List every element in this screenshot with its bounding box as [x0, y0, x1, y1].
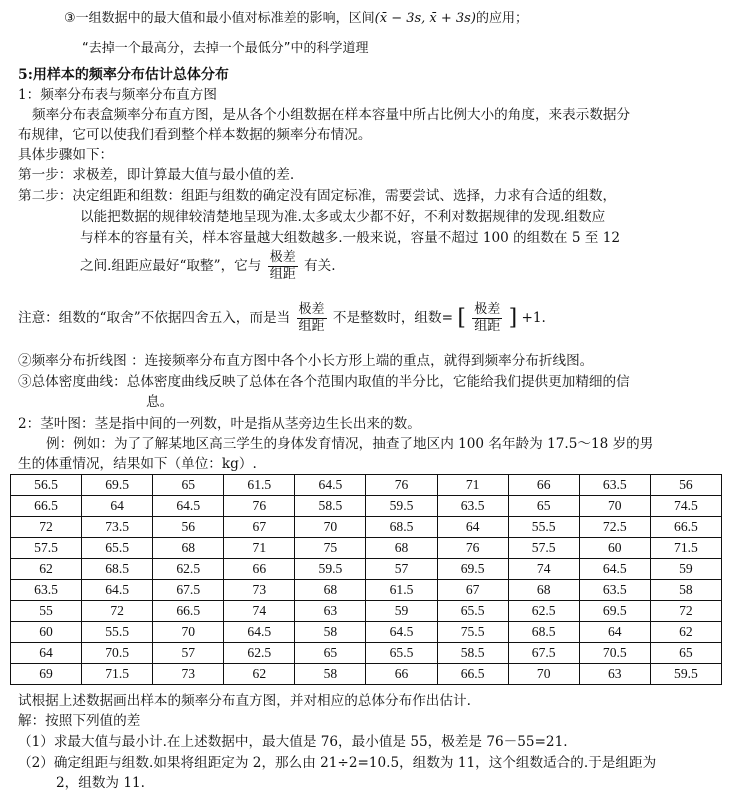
table-cell: 65.5 — [366, 643, 437, 664]
step-2-line-2 — [80, 208, 605, 226]
table-cell: 65.5 — [82, 538, 153, 559]
table-cell: 58.5 — [437, 643, 508, 664]
table-cell: 66 — [508, 475, 579, 496]
table-cell: 64 — [437, 517, 508, 538]
fraction-numerator: 极差 — [269, 250, 296, 265]
table-row — [11, 559, 722, 580]
table-cell: 74.5 — [650, 496, 721, 517]
table-cell: 62.5 — [153, 559, 224, 580]
weight-data-table — [10, 474, 722, 685]
note-fraction — [297, 302, 327, 335]
table-cell: 65.5 — [437, 601, 508, 622]
floor-bracket-left: [ — [457, 305, 466, 331]
floor-bracket-right: ] — [508, 305, 518, 331]
table-cell: 66.5 — [437, 664, 508, 685]
after-text-5: 2，组数为 11. — [56, 775, 145, 791]
step-2-line-2-text: 以能把数据的规律较清楚地呈现为准.太多或太少都不好，不利对数据规律的发现.组数应 — [80, 209, 606, 225]
section-heading-text: 5:用样本的频率分布估计总体分布 — [18, 67, 229, 83]
table-row — [11, 601, 722, 622]
section-heading — [18, 66, 229, 84]
table-cell: 72 — [650, 601, 721, 622]
fraction-denominator: 组距 — [269, 267, 296, 282]
table-cell: 69.5 — [82, 475, 153, 496]
note-line — [18, 302, 546, 335]
density-text-1: ③总体密度曲线：总体密度曲线反映了总体在各个范围内取值的半分比，它能给我们提供更加精细的信 — [18, 374, 630, 390]
table-cell: 64 — [11, 643, 82, 664]
step-2-line-4 — [80, 250, 336, 283]
note-fraction-denominator: 组距 — [298, 319, 325, 334]
step-1 — [18, 166, 294, 184]
table-row — [11, 664, 722, 685]
table-cell: 65 — [508, 496, 579, 517]
table-cell: 57.5 — [508, 538, 579, 559]
after-line-4 — [18, 754, 656, 772]
note-text-tail: +1. — [521, 310, 546, 326]
table-cell: 74 — [508, 559, 579, 580]
table-cell: 65 — [295, 643, 366, 664]
interval-note-text: ③一组数据中的最大值和最小值对标准差的影响，区间 — [64, 11, 375, 26]
steps-heading-text: 具体步骤如下： — [18, 147, 114, 163]
after-text-2: 解：按照下列值的差 — [18, 713, 141, 729]
table-cell: 70 — [579, 496, 650, 517]
table-cell: 64.5 — [579, 559, 650, 580]
table-cell: 67 — [437, 580, 508, 601]
table-cell: 55 — [11, 601, 82, 622]
stem-leaf-text: 2：茎叶图：茎是指中间的一列数，叶是指从茎旁边生长出来的数。 — [18, 416, 421, 432]
table-cell: 56 — [650, 475, 721, 496]
table-cell: 73 — [153, 664, 224, 685]
table-cell: 63.5 — [11, 580, 82, 601]
weight-data-table-body — [11, 475, 722, 685]
table-cell: 70.5 — [579, 643, 650, 664]
table-cell: 68 — [366, 538, 437, 559]
table-cell: 75 — [295, 538, 366, 559]
table-cell: 73 — [224, 580, 295, 601]
table-cell: 73.5 — [82, 517, 153, 538]
table-cell: 68 — [295, 580, 366, 601]
after-text-1: 试根据上述数据画出样本的频率分布直方图，并对相应的总体分布作出估计. — [18, 693, 471, 709]
table-cell: 58 — [295, 622, 366, 643]
after-text-4: （2）确定组距与组数.如果将组距定为 2，那么由 21÷2=10.5，组数为 11，这个组数适合的.于是组距为 — [18, 755, 657, 771]
table-cell: 59.5 — [295, 559, 366, 580]
table-cell: 62 — [11, 559, 82, 580]
table-cell: 64.5 — [153, 496, 224, 517]
example-text-2: 生的体重情况，结果如下（单位：kg）. — [18, 456, 257, 472]
table-cell: 61.5 — [366, 580, 437, 601]
highest-lowest-text: “去掉一个最高分，去掉一个最低分”中的科学道理 — [82, 41, 369, 56]
table-cell: 63.5 — [579, 580, 650, 601]
after-line-5 — [56, 774, 145, 792]
range-over-width-fraction — [268, 250, 298, 283]
table-cell: 64.5 — [295, 475, 366, 496]
table-cell: 62 — [650, 622, 721, 643]
subheading-1-text: 1：频率分布表与频率分布直方图 — [18, 87, 217, 103]
table-cell: 65 — [650, 643, 721, 664]
table-cell: 64.5 — [224, 622, 295, 643]
table-row — [11, 517, 722, 538]
table-cell: 56 — [153, 517, 224, 538]
table-cell: 64.5 — [82, 580, 153, 601]
table-cell: 69.5 — [437, 559, 508, 580]
table-row — [11, 622, 722, 643]
step-2-line-1-text: 第二步：决定组距和组数：组距与组数的确定没有固定标准，需要尝试、选择，力求有合适的组数， — [18, 188, 617, 204]
step-1-text: 第一步：求极差，即计算最大值与最小值的差. — [18, 167, 295, 183]
table-cell: 66 — [366, 664, 437, 685]
table-cell: 68.5 — [366, 517, 437, 538]
table-cell: 55.5 — [508, 517, 579, 538]
table-row — [11, 475, 722, 496]
density-line-1 — [18, 373, 630, 391]
table-cell: 64.5 — [366, 622, 437, 643]
step-2-line-4-text: 之间.组距应最好“取整”，它与 — [80, 258, 262, 274]
table-cell: 69.5 — [579, 601, 650, 622]
steps-heading — [18, 146, 113, 164]
step-2-line-4-tail: 有关. — [304, 258, 336, 274]
table-cell: 66.5 — [11, 496, 82, 517]
density-line-2 — [146, 393, 173, 411]
table-cell: 70 — [508, 664, 579, 685]
table-cell: 66 — [224, 559, 295, 580]
table-row — [11, 643, 722, 664]
table-cell: 68 — [153, 538, 224, 559]
table-cell: 63 — [579, 664, 650, 685]
note-text: 注意：组数的“取舍”不依据四舍五入，而是当 — [18, 310, 291, 326]
bracket-fraction-numerator: 极差 — [474, 302, 501, 317]
table-cell: 70.5 — [82, 643, 153, 664]
para-line-2-text: 布规律，它可以使我们看到整个样本数据的频率分布情况。 — [18, 127, 372, 143]
table-row — [11, 580, 722, 601]
after-line-1 — [18, 692, 471, 710]
table-cell: 74 — [224, 601, 295, 622]
step-2-line-3 — [80, 229, 620, 247]
table-cell: 63.5 — [579, 475, 650, 496]
para-line-1 — [32, 106, 630, 124]
table-cell: 58 — [650, 580, 721, 601]
density-text-2: 息。 — [146, 394, 174, 410]
subheading-1 — [18, 86, 217, 104]
interval-formula: (x̄ − 3s, x̄ + 3s) — [374, 11, 476, 26]
example-text-1: 例：例如：为了了解某地区高三学生的身体发育情况，抽查了地区内 100 名年龄为 17.5～18 岁的男 — [46, 436, 654, 452]
step-2-line-3-text: 与样本的容量有关，样本容量越大组数越多.一般来说，容量不超过 100 的组数在 5 至 12 — [80, 230, 621, 246]
table-cell: 57 — [153, 643, 224, 664]
table-cell: 68.5 — [82, 559, 153, 580]
table-cell: 59 — [366, 601, 437, 622]
stem-leaf-line — [18, 415, 421, 433]
table-cell: 56.5 — [11, 475, 82, 496]
table-cell: 59.5 — [650, 664, 721, 685]
para-line-2 — [18, 126, 371, 144]
table-cell: 67.5 — [508, 643, 579, 664]
table-cell: 71.5 — [82, 664, 153, 685]
table-cell: 59.5 — [366, 496, 437, 517]
table-cell: 64 — [579, 622, 650, 643]
table-cell: 69 — [11, 664, 82, 685]
table-cell: 57.5 — [11, 538, 82, 559]
table-cell: 67 — [224, 517, 295, 538]
table-cell: 68.5 — [508, 622, 579, 643]
table-cell: 60 — [11, 622, 82, 643]
table-cell: 65 — [153, 475, 224, 496]
table-cell: 61.5 — [224, 475, 295, 496]
table-cell: 58.5 — [295, 496, 366, 517]
note-bracket-fraction — [472, 302, 502, 335]
after-text-3: （1）求最大值与最小计.在上述数据中，最大值是 76，最小值是 55，极差是 76－55=21. — [18, 734, 568, 750]
polygon-text: ②频率分布折线图 ：连接频率分布直方图中各个小长方形上端的重点，就得到频率分布折线图。 — [18, 353, 594, 369]
table-cell: 67.5 — [153, 580, 224, 601]
table-row — [11, 496, 722, 517]
note-text-middle: 不是整数时，组数= — [332, 310, 453, 326]
example-line-1 — [46, 435, 653, 453]
table-cell: 60 — [579, 538, 650, 559]
highest-lowest-line — [82, 40, 368, 58]
interval-note-tail: 的应用； — [475, 11, 528, 26]
after-line-2 — [18, 712, 140, 730]
table-cell: 64 — [82, 496, 153, 517]
table-cell: 63 — [295, 601, 366, 622]
table-row — [11, 538, 722, 559]
table-cell: 76 — [224, 496, 295, 517]
after-line-3 — [18, 733, 568, 751]
table-cell: 70 — [153, 622, 224, 643]
interval-note-line — [64, 10, 528, 28]
table-cell: 75.5 — [437, 622, 508, 643]
example-line-2 — [18, 455, 257, 473]
table-cell: 66.5 — [650, 517, 721, 538]
table-cell: 68 — [508, 580, 579, 601]
table-cell: 62.5 — [224, 643, 295, 664]
table-cell: 55.5 — [82, 622, 153, 643]
table-cell: 76 — [366, 475, 437, 496]
step-2-line-1 — [18, 187, 616, 205]
table-cell: 62.5 — [508, 601, 579, 622]
table-cell: 63.5 — [437, 496, 508, 517]
para-line-1-text: 频率分布表盒频率分布直方图，是从各个小组数据在样本容量中所占比例大小的角度，来表示数据分 — [32, 107, 631, 123]
table-cell: 58 — [295, 664, 366, 685]
table-cell: 72 — [11, 517, 82, 538]
table-cell: 62 — [224, 664, 295, 685]
table-cell: 66.5 — [153, 601, 224, 622]
table-cell: 72.5 — [579, 517, 650, 538]
table-cell: 71 — [437, 475, 508, 496]
table-cell: 59 — [650, 559, 721, 580]
note-fraction-numerator: 极差 — [298, 302, 325, 317]
table-cell: 57 — [366, 559, 437, 580]
bracket-fraction-denominator: 组距 — [474, 319, 501, 334]
table-cell: 71.5 — [650, 538, 721, 559]
table-cell: 71 — [224, 538, 295, 559]
polygon-line — [18, 352, 593, 370]
table-cell: 72 — [82, 601, 153, 622]
table-cell: 70 — [295, 517, 366, 538]
table-cell: 76 — [437, 538, 508, 559]
